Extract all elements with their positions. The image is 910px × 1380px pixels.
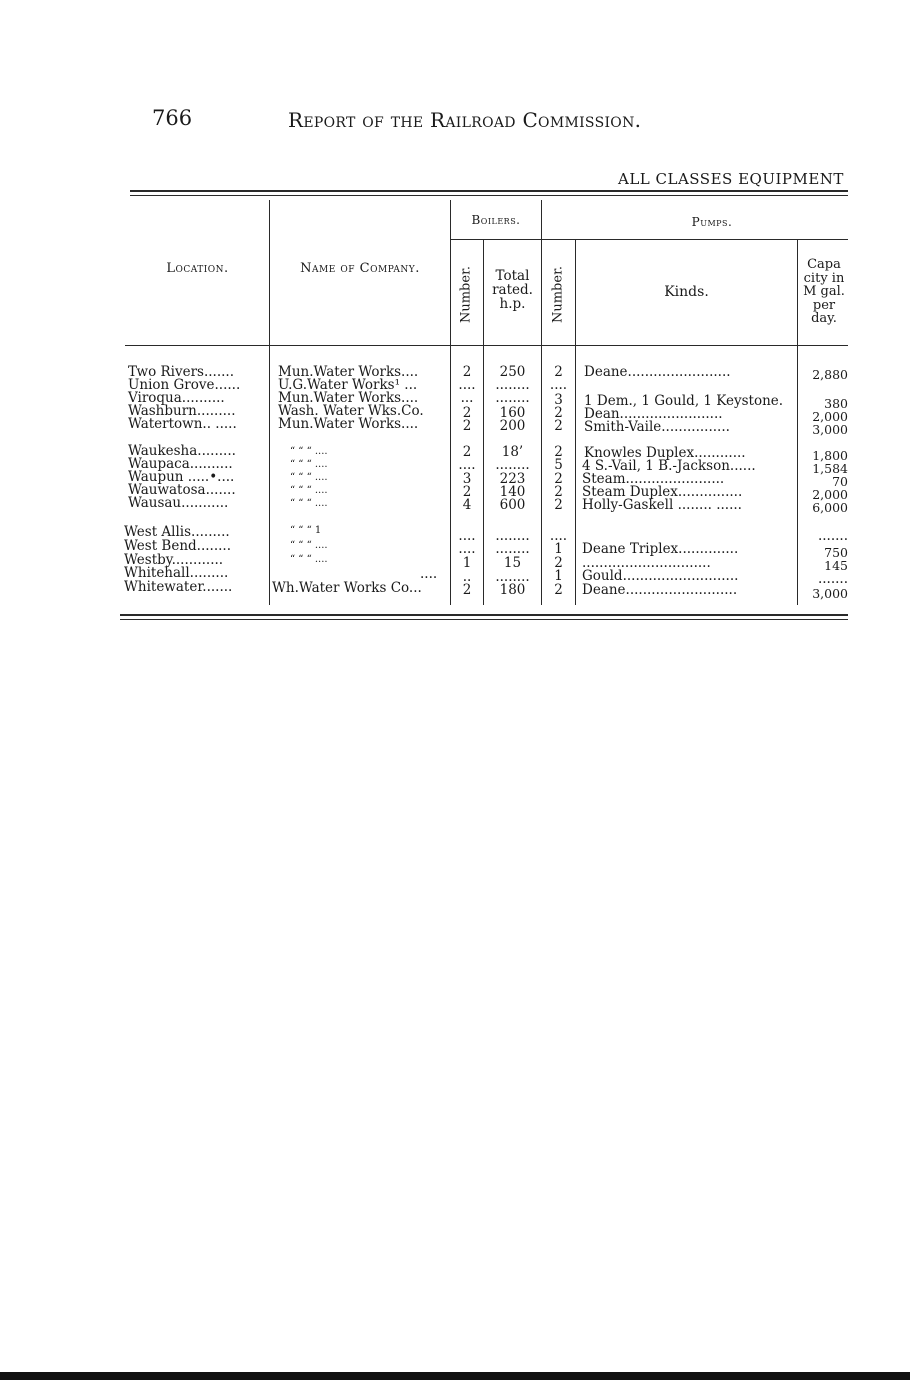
row-boilers-hp: 160	[499, 405, 526, 421]
row-boilers-hp: 140	[499, 484, 526, 500]
row-boilers-hp: 250	[499, 364, 526, 380]
header-capacity-line-4: per	[812, 297, 836, 313]
row-location: Union Grove......	[128, 377, 241, 393]
row-pumps-kinds: 1 Dem., 1 Gould, 1 Keystone.	[584, 393, 784, 409]
row-boilers-hp: ........	[495, 569, 530, 585]
row-location: Westby............	[124, 552, 224, 568]
row-location: Waupaca..........	[128, 456, 233, 472]
row-boilers-number: ....	[458, 377, 476, 393]
header-boilers-hp-line-3: h.p.	[499, 296, 526, 312]
row-pumps-number: 2	[554, 484, 563, 500]
row-location: Whitewater.......	[124, 579, 233, 595]
row-boilers-number: 1	[462, 555, 472, 571]
row-company: Wh.Water Works Co...	[272, 580, 422, 596]
row-company: “ “ “ ....	[290, 485, 328, 496]
row-capacity: 2,000	[812, 487, 848, 502]
row-location: Washburn.........	[128, 403, 236, 419]
row-capacity: 2,000	[812, 409, 848, 424]
row-boilers-number: 3	[462, 471, 472, 487]
row-boilers-number: ...	[460, 390, 474, 406]
row-capacity: 1,800	[812, 448, 848, 463]
row-capacity: .......	[817, 571, 848, 587]
row-pumps-number: 2	[554, 471, 563, 487]
row-pumps-kinds: Holly-Gaskell ........ ......	[582, 497, 742, 513]
row-location: West Bend........	[124, 538, 231, 554]
row-pumps-number: ....	[549, 377, 568, 393]
row-boilers-hp: ........	[495, 390, 530, 406]
row-pumps-kinds: Gould...........................	[582, 568, 739, 584]
row-capacity: 1,584	[812, 461, 848, 476]
header-capacity-line-2: city in	[803, 270, 845, 286]
header-company: Name of Company.	[300, 261, 420, 276]
row-company: Mun.Water Works....	[278, 364, 419, 380]
row-company: “ “ “ ....	[290, 498, 328, 509]
row-pumps-kinds: Deane..........................	[582, 582, 738, 598]
row-boilers-number: ....	[458, 457, 476, 473]
row-company: “ “ “ ....	[290, 554, 328, 565]
col-rule-1	[269, 200, 270, 605]
row-boilers-number: 2	[462, 364, 472, 380]
row-boilers-hp: 600	[499, 497, 526, 513]
row-boilers-hp: ........	[495, 528, 530, 544]
row-pumps-number: 2	[554, 582, 563, 598]
header-pumps-kinds: Kinds.	[664, 284, 709, 300]
row-boilers-hp: ........	[495, 541, 530, 557]
row-pumps-number: 2	[554, 405, 563, 421]
header-pumps-capacity	[798, 258, 850, 326]
row-company: U.G.Water Works¹ ...	[278, 377, 418, 393]
row-boilers-hp: ........	[495, 377, 530, 393]
header-capacity-line-3: M gal.	[803, 284, 845, 299]
row-pumps-kinds: Deane Triplex..............	[582, 541, 739, 557]
row-capacity: 145	[824, 558, 848, 573]
scan-edge	[0, 1372, 910, 1380]
header-boilers: Boilers.	[471, 213, 521, 227]
row-boilers-number: 4	[462, 497, 472, 513]
row-capacity: 380	[824, 396, 848, 411]
row-pumps-number: 3	[554, 392, 563, 408]
top-rule-1	[130, 190, 848, 192]
row-boilers-hp: 180	[499, 582, 526, 598]
row-pumps-kinds: Deane........................	[584, 364, 731, 380]
header-location: Location.	[166, 261, 229, 276]
bottom-rule-1	[120, 614, 848, 616]
row-boilers-number: 2	[462, 405, 472, 421]
row-pumps-kinds: Knowles Duplex............	[584, 445, 746, 461]
row-capacity: 3,000	[812, 586, 848, 601]
row-pumps-number: 1	[554, 568, 563, 584]
row-boilers-number: 2	[462, 484, 472, 500]
row-pumps-kinds: Steam.......................	[582, 471, 725, 487]
row-capacity: 6,000	[812, 500, 848, 515]
row-boilers-number: ....	[458, 541, 476, 557]
header-capacity-line-1: Capa	[807, 257, 841, 272]
row-pumps-number: 2	[554, 364, 563, 380]
row-company: “ “ “ ....	[290, 540, 328, 551]
row-pumps-kinds: ..............................	[582, 555, 711, 571]
row-capacity: .......	[817, 528, 848, 544]
row-capacity: 2,880	[812, 367, 848, 382]
row-pumps-number: 2	[554, 418, 563, 434]
row-location: Viroqua..........	[128, 390, 225, 406]
row-pumps-kinds: 4 S.-Vail, 1 B.-Jackson......	[582, 458, 756, 474]
row-boilers-number: 2	[462, 444, 472, 460]
row-location: Waukesha.........	[128, 443, 236, 459]
row-boilers-number: ..	[462, 569, 472, 585]
row-location: Waupun .....•....	[128, 469, 235, 485]
row-location: West Allis.........	[124, 524, 230, 540]
row-boilers-hp: 200	[499, 418, 526, 434]
row-capacity: 70	[832, 474, 848, 489]
header-capacity-line-5: day.	[811, 311, 837, 326]
row-company: Mun.Water Works....	[278, 390, 419, 406]
row-location: Two Rivers.......	[128, 364, 235, 380]
row-pumps-number: 2	[554, 497, 563, 513]
bottom-rule-2	[120, 619, 848, 620]
row-boilers-hp: 18’	[501, 444, 524, 460]
row-pumps-number: 2	[554, 555, 563, 571]
header-boilers-hp-line-2: rated.	[492, 282, 533, 298]
row-capacity: 3,000	[812, 422, 848, 437]
subheader-rule	[450, 239, 848, 240]
row-capacity: 750	[824, 545, 848, 560]
row-pumps-number: ....	[549, 528, 568, 544]
header-pumps-number: Number.	[550, 266, 566, 324]
page-title: Report of the Railroad Commission.	[288, 108, 642, 132]
header-pumps: Pumps.	[691, 215, 733, 229]
header-rule	[125, 345, 848, 346]
row-company: Mun.Water Works....	[278, 416, 419, 432]
page-number: 766	[152, 106, 193, 130]
row-pumps-number: 2	[554, 444, 563, 460]
row-company: “ “ “ ....	[290, 459, 328, 470]
table-caption: ALL CLASSES EQUIPMENT	[618, 170, 844, 188]
row-company: Wash. Water Wks.Co.	[278, 403, 424, 419]
row-location: Whitehall.........	[124, 565, 229, 581]
row-company: “ “ “ ....	[290, 472, 328, 483]
row-pumps-kinds: Dean........................	[584, 406, 723, 422]
row-company: “ “ “ 1	[290, 525, 322, 536]
row-company: “ “ “ ....	[290, 446, 328, 457]
row-location: Wausau...........	[128, 495, 229, 511]
top-rule-2	[130, 195, 848, 196]
row-company: ....	[420, 566, 438, 582]
row-boilers-number: ....	[458, 528, 476, 544]
row-boilers-number: 2	[462, 418, 472, 434]
header-boilers-number: Number.	[458, 266, 474, 324]
row-boilers-number: 2	[462, 582, 472, 598]
row-boilers-hp: 15	[503, 555, 522, 571]
row-pumps-number: 1	[554, 541, 563, 557]
row-pumps-kinds: Smith-Vaile................	[584, 419, 730, 435]
row-pumps-number: 5	[554, 457, 563, 473]
row-location: Wauwatosa.......	[128, 482, 236, 498]
header-boilers-hp-line-1: Total	[495, 268, 530, 284]
header-boilers-hp	[484, 269, 541, 311]
row-boilers-hp: ........	[495, 457, 530, 473]
row-pumps-kinds: Steam Duplex...............	[582, 484, 743, 500]
row-boilers-hp: 223	[499, 471, 526, 487]
row-location: Watertown.. .....	[128, 416, 237, 432]
